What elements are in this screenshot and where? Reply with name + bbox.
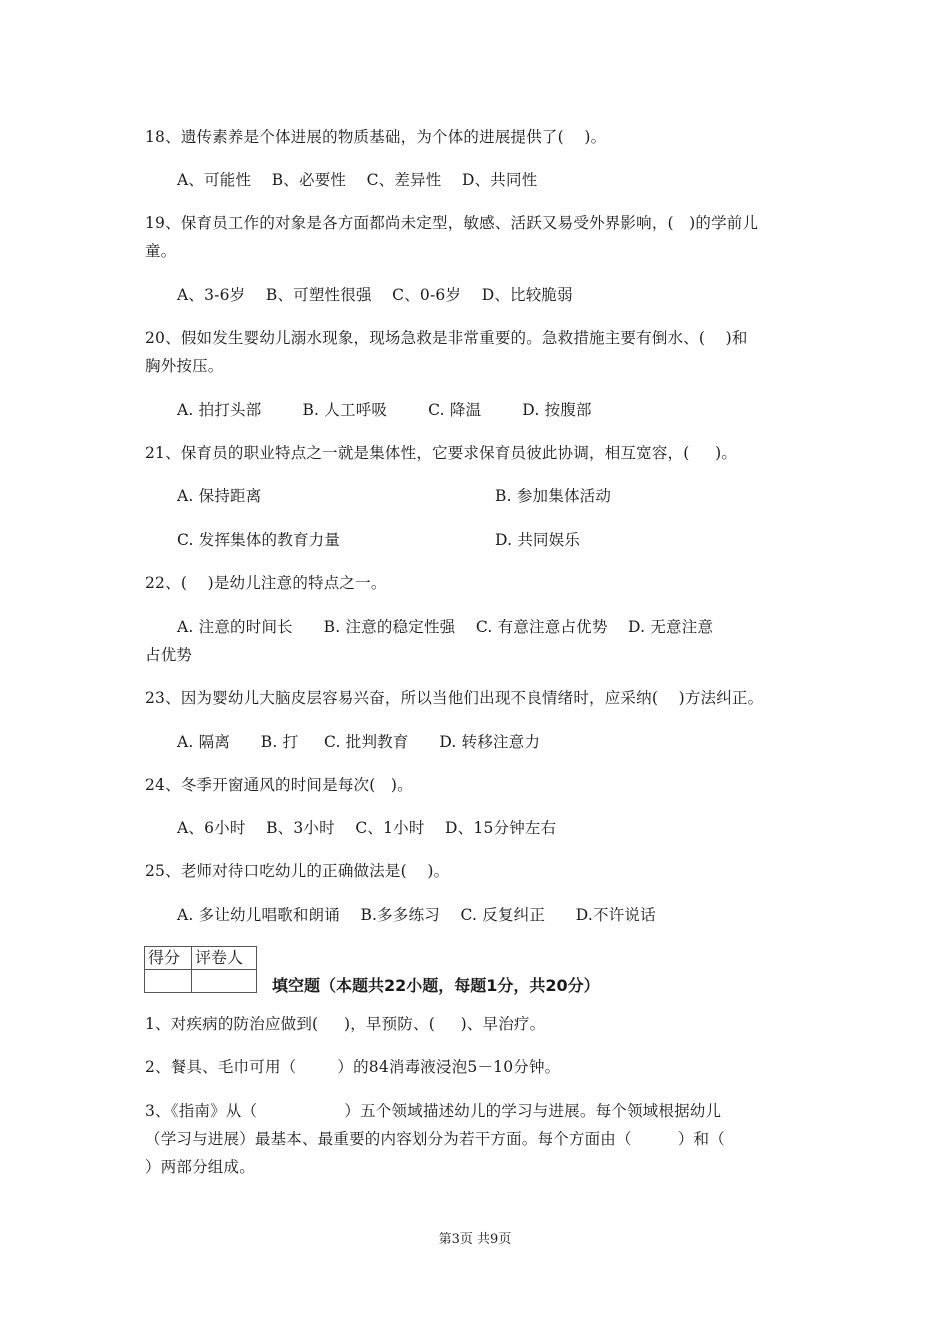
question-25: 25、老师对待口吃幼儿的正确做法是( )。	[145, 862, 450, 880]
fill-question-3-cont2: ）两部分组成。	[145, 1158, 255, 1176]
question-23-options: A. 隔离 B. 打 C. 批判教育 D. 转移注意力	[177, 733, 541, 751]
question-21-option-b: B. 参加集体活动	[495, 487, 612, 505]
grader-cell[interactable]	[192, 970, 257, 993]
question-20-cont: 胸外按压。	[145, 357, 224, 375]
question-21-option-a: A. 保持距离	[177, 487, 262, 505]
question-19: 19、保育员工作的对象是各方面都尚未定型，敏感、活跃又易受外界影响，( )的学前儿	[145, 214, 759, 232]
question-24: 24、冬季开窗通风的时间是每次( )。	[145, 776, 413, 794]
fill-question-3-cont: （学习与进展）最基本、最重要的内容划分为若干方面。每个方面由（ ）和（	[145, 1130, 725, 1148]
fill-question-2: 2、餐具、毛巾可用（ ）的84消毒液浸泡5－10分钟。	[145, 1058, 561, 1076]
fill-question-1: 1、对疾病的防治应做到( )，早预防、( )、早治疗。	[145, 1015, 546, 1033]
question-18-options: A、可能性 B、必要性 C、差异性 D、共同性	[177, 171, 538, 189]
question-20-options: A. 拍打头部 B. 人工呼吸 C. 降温 D. 按腹部	[177, 401, 592, 419]
page-footer: 第3页 共9页	[438, 1232, 512, 1247]
question-19-cont: 童。	[145, 242, 177, 260]
grader-label: 评卷人	[192, 947, 257, 970]
question-22: 22、( )是幼儿注意的特点之一。	[145, 574, 387, 592]
question-20: 20、假如发生婴幼儿溺水现象，现场急救是非常重要的。急救措施主要有倒水、( )和	[145, 329, 748, 347]
question-21: 21、保育员的职业特点之一就是集体性，它要求保育员彼此协调，相互宽容，( )。	[145, 444, 738, 462]
question-24-options: A、6小时 B、3小时 C、1小时 D、15分钟左右	[177, 819, 557, 837]
question-23: 23、因为婴幼儿大脑皮层容易兴奋，所以当他们出现不良情绪时，应采纳( )方法纠正。	[145, 689, 764, 707]
question-25-options: A. 多让幼儿唱歌和朗诵 B.多多练习 C. 反复纠正 D.不许说话	[177, 906, 656, 924]
score-label: 得分	[145, 947, 192, 970]
question-22-options: A. 注意的时间长 B. 注意的稳定性强 C. 有意注意占优势 D. 无意注意	[177, 618, 714, 636]
section-title: 填空题（本题共22小题，每题1分，共20分）	[272, 976, 600, 995]
score-cell[interactable]	[145, 970, 192, 993]
question-21-option-c: C. 发挥集体的教育力量	[177, 531, 341, 549]
question-21-option-d: D. 共同娱乐	[495, 531, 581, 549]
question-18: 18、遗传素养是个体进展的物质基础，为个体的进展提供了( )。	[145, 128, 607, 146]
question-22-options-cont: 占优势	[145, 646, 193, 664]
score-table	[144, 946, 257, 993]
question-19-options: A、3-6岁 B、可塑性很强 C、0-6岁 D、比较脆弱	[177, 286, 573, 304]
fill-question-3: 3、《指南》从（ ）五个领域描述幼儿的学习与进展。每个领域根据幼儿	[145, 1102, 722, 1120]
